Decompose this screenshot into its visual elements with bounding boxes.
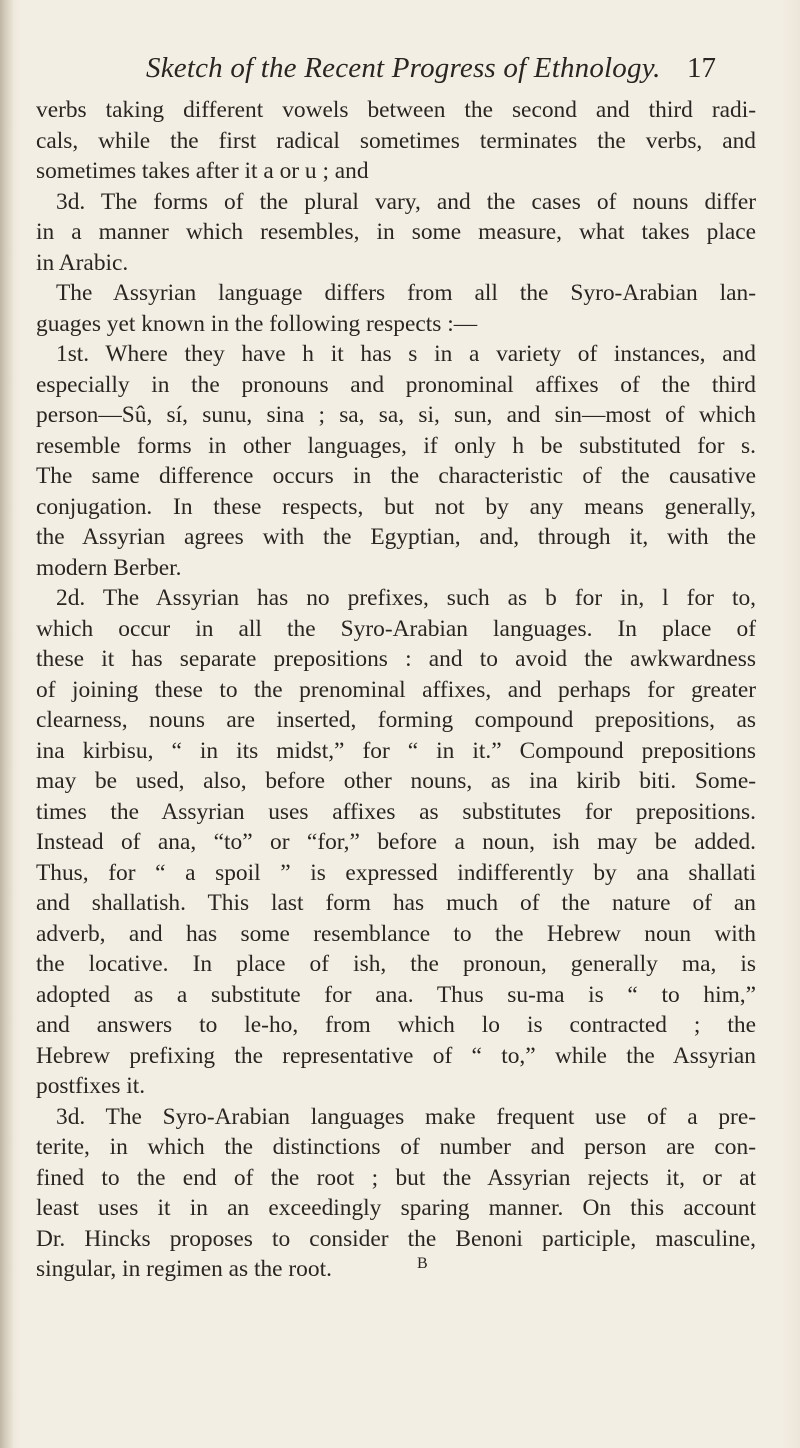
text-line: ina kirbisu, “ in its midst,” for “ in it.” Compound prepositions [36, 737, 756, 764]
text-line: 3d. The forms of the plural vary, and the cases of nouns differ [56, 188, 756, 215]
text-line: 3d. The Syro-Arabian languages make frequent use of a pre- [56, 1103, 756, 1130]
text-line: least uses it in an exceedingly sparing manner. On this account [36, 1195, 756, 1221]
signature-mark: B [417, 1255, 428, 1272]
text-line: sometimes takes after it a or u ; and [36, 158, 369, 184]
text-line: 2d. The Assyrian has no prefixes, such as b for in, l for to, [56, 585, 756, 611]
text-line: times the Assyrian uses affixes as substitutes for prepositions. [36, 798, 756, 825]
text-line: of joining these to the prenominal affixes, and perhaps for greater [36, 676, 756, 703]
text-line: in a manner which resembles, in some measure, what takes place [36, 219, 756, 245]
text-line: cals, while the first radical sometimes terminates the verbs, and [36, 127, 756, 154]
text-line: The Assyrian language differs from all the Syro-Arabian lan- [56, 280, 756, 306]
text-line: which occur in all the Syro-Arabian languages. In place of [36, 615, 756, 642]
text-line: these it has separate prepositions : and to avoid the awkwardness [36, 646, 756, 672]
page-gutter [0, 0, 14, 1448]
text-line: Instead of ana, “to” or “for,” before a noun, ish may be added. [36, 829, 756, 855]
body-text [36, 95, 756, 1285]
text-line: Dr. Hincks proposes to consider the Benoni participle, masculine, [36, 1225, 756, 1252]
text-line: verbs taking different vowels between the second and third radi- [36, 97, 756, 123]
text-line: in Arabic. [36, 249, 129, 276]
page-number: 17 [687, 52, 716, 84]
text-line: resemble forms in other languages, if only h be substituted for s. [36, 432, 756, 459]
text-line: Hebrew prefixing the representative of “ to,” while the Assyrian [36, 1042, 756, 1069]
text-line: singular, in regimen as the root. [36, 1256, 332, 1282]
text-line: the Assyrian agrees with the Egyptian, and, through it, with the [36, 524, 756, 550]
text-line: 1st. Where they have h it has s in a variety of instances, and [56, 341, 756, 367]
text-line: conjugation. In these respects, but not by any means generally, [36, 493, 756, 520]
text-line: adverb, and has some resemblance to the Hebrew noun with [36, 920, 756, 947]
text-line: the locative. In place of ish, the pronoun, generally ma, is [36, 951, 756, 977]
page-header [0, 52, 800, 92]
text-line: guages yet known in the following respects :— [36, 310, 478, 337]
text-line: fined to the end of the root ; but the Assyrian rejects it, or at [36, 1164, 756, 1191]
text-line: and answers to le-ho, from which lo is contracted ; the [36, 1012, 756, 1038]
text-line: may be used, also, before other nouns, as ina kirib biti. Some- [36, 768, 756, 794]
text-line: adopted as a substitute for ana. Thus su-ma is “ to him,” [36, 981, 756, 1008]
text-line: The same difference occurs in the characteristic of the causative [36, 463, 756, 489]
text-line: terite, in which the distinctions of number and person are con- [36, 1134, 756, 1160]
text-line: Thus, for “ a spoil ” is expressed indifferently by ana shallati [36, 859, 756, 886]
text-line: modern Berber. [36, 554, 182, 581]
text-line: postfixes it. [36, 1073, 146, 1099]
text-line: person—Sû, sí, sunu, sina ; sa, sa, si, sun, and sin—most of which [36, 402, 756, 428]
text-line: and shallatish. This last form has much of the nature of an [36, 890, 756, 916]
text-line: clearness, nouns are inserted, forming compound prepositions, as [36, 707, 756, 733]
text-line: especially in the pronouns and pronominal affixes of the third [36, 371, 756, 398]
running-title: Sketch of the Recent Progress of Ethnology. [146, 52, 661, 84]
